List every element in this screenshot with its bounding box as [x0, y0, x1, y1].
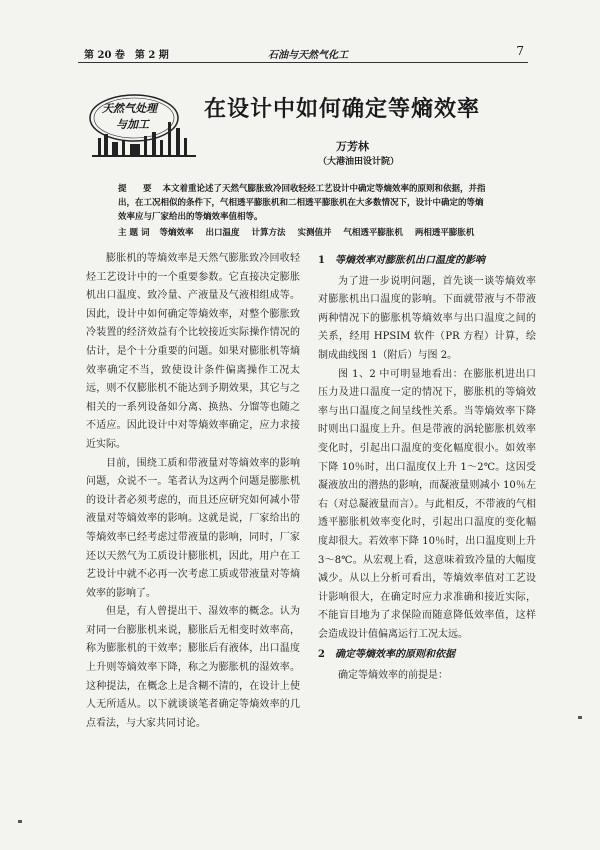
- keyword: 计算方法: [251, 228, 286, 238]
- journal-name: 石油与天然气化工: [268, 50, 348, 61]
- keyword: 气相透平膨胀机: [343, 228, 403, 238]
- body-column-right: [318, 250, 536, 686]
- section-heading-2: [318, 646, 536, 665]
- author-affiliation: （大港油田设计院）: [318, 157, 400, 167]
- keywords-label: 主题词: [118, 228, 153, 238]
- abstract-text: 本文着重论述了天然气膨胀致冷回收轻烃工艺设计中确定等熵效率的原则和依据，并指出，在工况相似的条件下，气相透平膨胀机和二相透平膨胀机在大多数情况下，设计中确定的等熵效率应与厂家给出的等熵效率值相等。: [118, 184, 486, 222]
- keyword: 出口温度: [205, 228, 240, 238]
- scan-speck: [18, 820, 22, 823]
- paragraph: 确定等熵效率的前提是：: [338, 670, 448, 682]
- paragraph: 图 1、2 中可明显地看出：在膨胀机进出口压力及进口温度一定的情况下，膨胀机的等熵效率与出口温度之间呈线性关系。当等熵效率下降时则出口温度上升。但是带液的涡轮膨胀机效率变化时，引起出口温度的变化幅度很小。如效率下降 10％时，出口温度仅上升 1～2℃。这因受凝液放出的潜热的影响，而凝液量则减小 10％左右（对总凝液量而言）。与此相反，不带液的气相透平膨胀机效率变化时，引起出口温度的变化幅度却很大。若效率下降 10％时，出口温度则上升 3～8℃。从宏观上看，这意味着致冷量的大幅度减少。从以上分析可看出，等熵效率值对工艺设计影响很大，在确定时应力求准确和接近实际，不能盲目地为了求保险而随意降低效率值，这样会造成设计值偏离运行工况太远。: [318, 368, 536, 640]
- keyword: 两相透平膨胀机: [414, 228, 475, 238]
- paragraph: 但是，有人曾提出干、湿效率的概念。认为对同一台膨胀机来说，膨胀后无相变时效率高，称为膨胀机的干效率；膨胀后有液体，出口温度上升则等熵效率下降，称之为膨胀机的湿效率。这种提法，在概念上是含糊不清的，在设计上使人无所适从。以下就谈谈笔者确定等熵效率的几点看法，与大家共同讨论。: [86, 606, 300, 729]
- keyword: 等熵效率: [159, 228, 194, 238]
- keywords: [118, 226, 498, 240]
- article-title: 在设计中如何确定等熵效率: [204, 97, 481, 122]
- paragraph: 目前，围绕工质和带液量对等熵效率的影响问题，众说不一。笔者认为这两个问题是膨胀机的设计者必须考虑的，而且还应研究如何减小带液量对等熵效率的影响。这就是说，厂家给出的等熵效率已经考虑过带液量的影响，同时，厂家还以天然气为工质设计膨胀机，因此，用户在工艺设计中就不必再一次考虑工质或带液量对等熵效率的影响了。: [86, 457, 300, 599]
- section-heading-1: [318, 252, 536, 271]
- paragraph: 为了进一步说明问题，首先谈一谈等熵效率对膨胀机出口温度的影响。下面就带液与不带液两种情况下的膨胀机等熵效率与出口温度之间的关系，经用 HPSIM 软件（PR 方程）计算，绘制成曲线图 1（附后）与图 2。: [318, 275, 536, 361]
- section-number: 2: [318, 649, 325, 661]
- abstract: [118, 182, 490, 224]
- column-logo: [88, 92, 200, 158]
- section-title: 确定等熵效率的原则和依据: [334, 649, 455, 661]
- section-number: 1: [318, 255, 325, 266]
- logo-text-line1: 天然气处理: [102, 102, 157, 115]
- scan-speck: [578, 716, 582, 719]
- volume-issue: 第 20 卷 第 2 期: [84, 50, 169, 61]
- paragraph: 膨胀机的等熵效率是天然气膨胀致冷回收轻烃工艺设计中的一个重要参数。它直接决定膨胀机出口温度、致冷量、产液量及气液相组成等。因此，设计中如何确定等熵效率，对整个膨胀致冷装置的经济效益有个比较接近实际操作情况的估计，是个十分重要的问题。如果对膨胀机等熵效率确定不当，致使设计条件偏离操作工况太远，则不仅膨胀机不能达到予期效果，其它与之相关的一系列设备如分离、换热、分馏等也随之不适应。因此设计中对等熵效率确定，应力求接近实际。: [86, 253, 300, 450]
- running-header: [78, 44, 528, 63]
- logo-text-line2: 与加工: [116, 118, 149, 131]
- abstract-label: 提 要: [118, 184, 156, 194]
- body-column-left: [86, 250, 300, 733]
- section-title: 等熵效率对膨胀机出口温度的影响: [334, 255, 485, 266]
- page-number: 7: [516, 44, 524, 58]
- author-name: 万芳林: [336, 140, 369, 153]
- keyword: 实测值并: [297, 228, 332, 238]
